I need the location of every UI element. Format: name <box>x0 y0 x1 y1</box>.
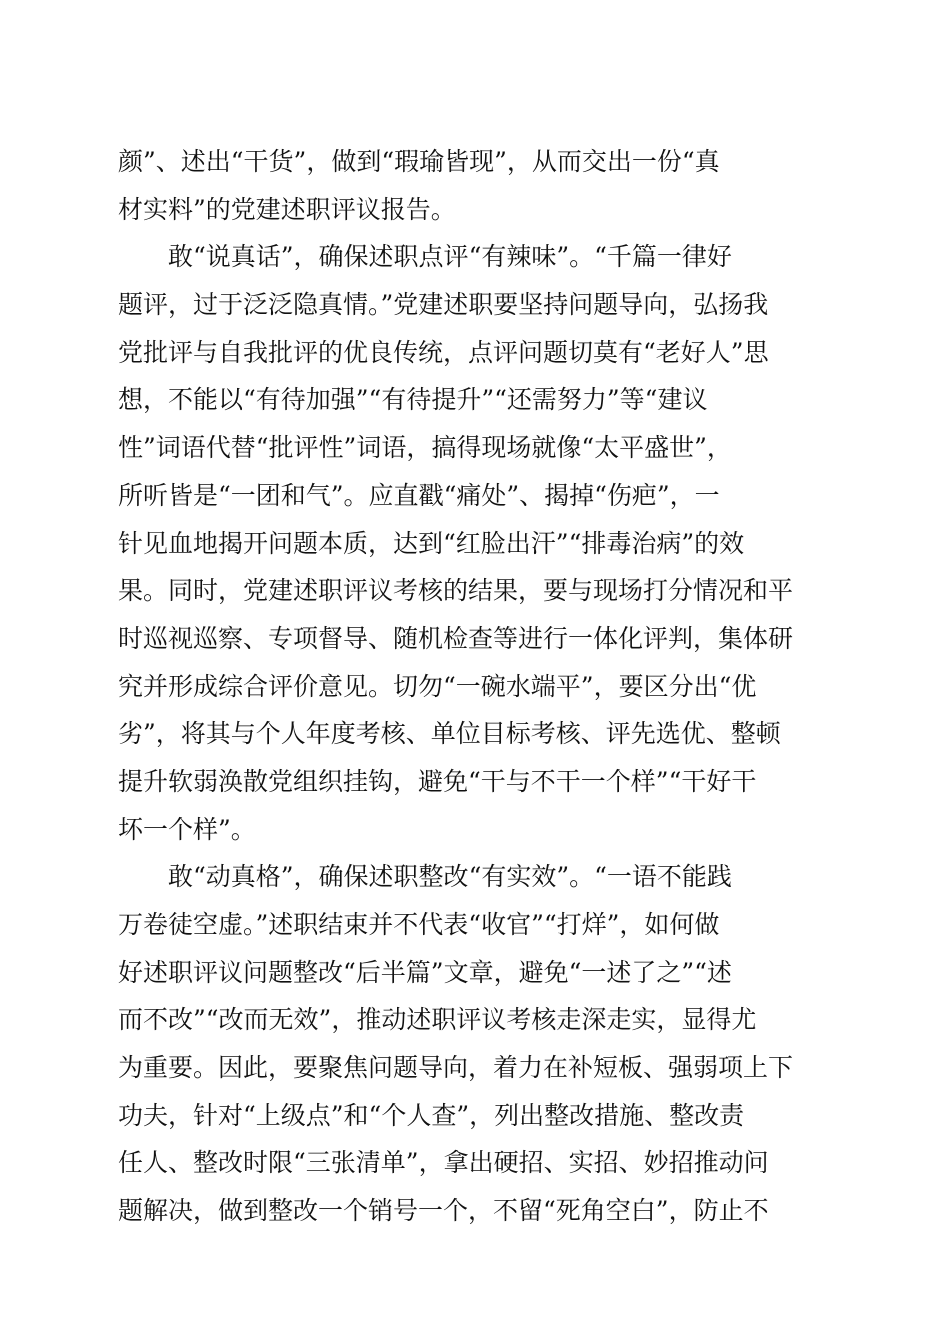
text-line: 题评，过于泛泛隐真情。”党建述职要坚持问题导向，弘扬我 <box>118 290 769 320</box>
text-line: 好述职评议问题整改“后半篇”文章，避免“一述了之”“述 <box>118 957 732 987</box>
text-line: 万卷徒空虚。”述职结束并不代表“收官”“打烊”，如何做 <box>118 910 720 939</box>
text-line: 为重要。因此，要聚焦问题导向，着力在补短板、强弱项上下 <box>118 1053 794 1083</box>
text-line: 而不改”“改而无效”，推动述职评议考核走深走实，显得尤 <box>118 1005 757 1035</box>
text-line: 性”词语代替“批评性”词语，搞得现场就像“太平盛世”， <box>118 433 732 463</box>
paragraph <box>118 853 838 1235</box>
text-line: 究并形成综合评价意见。切勿“一碗水端平”，要区分出“优 <box>118 671 757 701</box>
text-line: 任人、整改时限“三张清单”，拿出硬招、实招、妙招推动问 <box>118 1148 769 1178</box>
text-line: 坏一个样”。 <box>118 814 256 844</box>
text-line: 针见血地揭开问题本质，达到“红脸出汗”“排毒治病”的效 <box>118 528 745 558</box>
text-line: 题解决，做到整改一个销号一个，不留“死角空白”，防止不 <box>118 1196 769 1226</box>
text-line: 功夫，针对“上级点”和“个人查”，列出整改措施、整改责 <box>118 1100 745 1130</box>
text-line: 想，不能以“有待加强”“有待提升”“还需努力”等“建议 <box>118 385 708 415</box>
document-body <box>118 138 838 1235</box>
text-line: 敢“动真格”，确保述职整改“有实效”。“一语不能践 <box>168 862 732 892</box>
text-line: 敢“说真话”，确保述职点评“有辣味”。“千篇一律好 <box>168 242 732 272</box>
text-line: 果。同时，党建述职评议考核的结果，要与现场打分情况和平 <box>118 576 794 606</box>
text-line: 提升软弱涣散党组织挂钩，避免“干与不干一个样”“干好干 <box>118 766 757 796</box>
text-line: 材实料”的党建述职评议报告。 <box>118 194 456 224</box>
text-line: 劣”，将其与个人年度考核、单位目标考核、评先选优、整顿 <box>118 719 781 749</box>
paragraph <box>118 233 838 853</box>
paragraph <box>118 138 838 233</box>
text-line: 时巡视巡察、专项督导、随机检查等进行一体化评判，集体研 <box>118 623 794 653</box>
text-line: 党批评与自我批评的优良传统，点评问题切莫有“老好人”思 <box>118 337 769 367</box>
text-line: 所听皆是“一团和气”。应直戳“痛处”、揭掉“伤疤”，一 <box>118 480 720 510</box>
text-line: 颜”、述出“干货”，做到“瑕瑜皆现”，从而交出一份“真 <box>118 147 720 176</box>
